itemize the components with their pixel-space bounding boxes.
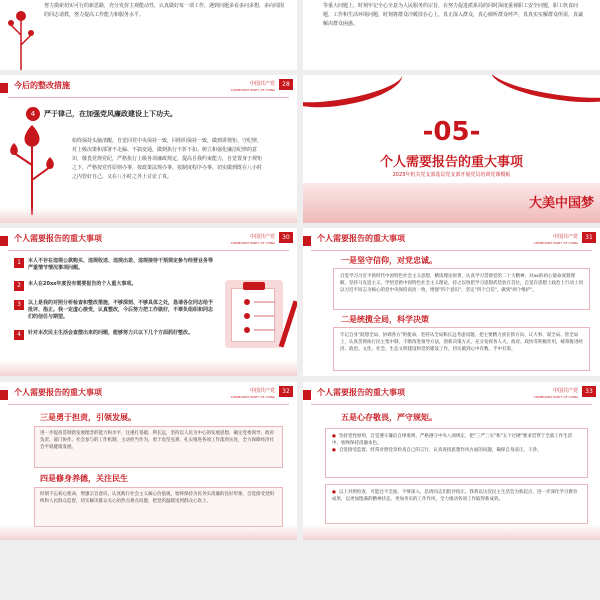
bottom-wave bbox=[0, 360, 297, 376]
party-name: 中国共产党 bbox=[249, 388, 275, 394]
slide-title: 个人需要报告的重大事项 bbox=[317, 388, 405, 397]
item-text: 以上是我的对照分析检查和整改措施，不够深刻、不够具体之处，恳请各位同志给予批评、指正。我一定虚心接受，认真整改，今后努力把工作做好，不辜负组织和同志们的信任与期望。 bbox=[28, 300, 214, 320]
slide-chapter[interactable] bbox=[303, 75, 600, 223]
pen-icon bbox=[279, 300, 297, 347]
chapter-title: 个人需要报告的重大事项 bbox=[379, 155, 523, 170]
header-accent-bar bbox=[0, 236, 8, 246]
section-box bbox=[34, 426, 283, 468]
calligraphy-logo: 大美中国梦 bbox=[528, 196, 594, 211]
header-accent-bar bbox=[303, 236, 311, 246]
body-text: 努力摸索切实可行的新思路，充分发挥主观能动性，认真做好每一项工作，遇到问题多看多问多想，多向周围的同志请教，努力提高工作能力和服务水平。 bbox=[44, 3, 285, 18]
slide-title: 今后的整改措施 bbox=[14, 81, 70, 90]
bottom-wave bbox=[0, 524, 297, 540]
page-number: 28 bbox=[279, 79, 293, 90]
page-number: 31 bbox=[582, 232, 596, 243]
chapter-number: -05- bbox=[422, 117, 481, 147]
clipboard-clip bbox=[243, 282, 265, 290]
red-swoosh-decoration bbox=[303, 75, 406, 115]
party-label bbox=[231, 234, 275, 246]
header-accent-bar bbox=[0, 390, 8, 400]
party-name: 中国共产党 bbox=[249, 234, 275, 240]
section-heading: 四是修身养德，关注民生 bbox=[40, 473, 128, 483]
list-item bbox=[14, 330, 214, 340]
slide-header bbox=[303, 228, 600, 250]
bullet-box bbox=[325, 428, 588, 478]
party-name: 中国共产党 bbox=[552, 388, 578, 394]
party-label bbox=[534, 388, 578, 400]
party-label bbox=[534, 234, 578, 246]
section-text: 牢记自身"既想全局、协调各方"的使命，坚持从全局和长远考虑问题，把主要精力放在抓方向、议大事、谋全局、管全局上，认真贯彻执行民主集中制，不断改进领导方法，创新决策方式，充分发挥各人大、政府、政协等积极作用，统筹推进经济、政治、文化、社会、生态文明建设和党的建设工作，切实做到心中有数、手中有策。 bbox=[340, 333, 583, 352]
slide-rectify[interactable] bbox=[0, 75, 297, 223]
header-divider bbox=[8, 404, 289, 405]
slide-header bbox=[303, 382, 600, 404]
header-divider bbox=[311, 404, 592, 405]
party-label bbox=[231, 81, 275, 93]
report-list bbox=[14, 258, 214, 349]
check-icon bbox=[244, 313, 250, 319]
bottom-wave bbox=[0, 207, 297, 223]
header-divider bbox=[8, 250, 289, 251]
measure-number-badge: 4 bbox=[26, 107, 40, 121]
measure-item bbox=[26, 107, 177, 121]
line-decoration bbox=[254, 315, 276, 317]
section-box bbox=[333, 327, 590, 371]
slide-header bbox=[0, 75, 297, 97]
section-heading: 二是统揽全局，科学决策 bbox=[341, 314, 429, 324]
flower-decoration bbox=[6, 0, 36, 70]
slide-title: 个人需要报告的重大事项 bbox=[14, 388, 102, 397]
slide-title: 个人需要报告的重大事项 bbox=[14, 234, 102, 243]
list-item bbox=[14, 300, 214, 321]
list-item bbox=[14, 281, 214, 291]
header-accent-bar bbox=[303, 390, 311, 400]
slide-courage[interactable] bbox=[0, 382, 297, 540]
bullet-item: ● 坚持党性原则，自觉遵守廉洁自律准则，严格遵守中央八项规定，把"三严三实"和"五个过硬"要求贯穿于全部工作生活中，始终保持清廉本色。 bbox=[332, 433, 581, 447]
bullet-item: ● 以上对照检查，可能还不全面，不够深入，恳请同志们批评指正。我将以这次民主生活会为新起点，进一步深化学习教育成果，以更加饱满的精神状态、更加务实的工作作风，全力推动各项工作取得新成效。 bbox=[332, 489, 581, 503]
slide-top-right[interactable] bbox=[303, 0, 600, 70]
body-text: 等重大问题上，时刻牢记全心全意为人民服务的宗旨，在努力促进派系局的同时深度重视职工安全问题，职工伙食问题，工作和生活环境问题，时刻将群众冷暖放在心上，真正深入群众，真心倾听群众呼声，真真实实解群众所需，真诚解决群众困惑。 bbox=[323, 3, 584, 27]
party-name-en: COMMUNIST PARTY OF CHINA bbox=[533, 395, 578, 399]
party-name-en: COMMUNIST PARTY OF CHINA bbox=[230, 395, 275, 399]
clipboard-illustration bbox=[225, 280, 283, 348]
party-name-en: COMMUNIST PARTY OF CHINA bbox=[533, 241, 578, 245]
chapter-subtitle: 2023年机关党支部基层党支部开展党员培训党课模板 bbox=[392, 172, 511, 178]
party-name: 中国共产党 bbox=[249, 81, 275, 87]
item-number: 2 bbox=[14, 281, 24, 291]
flower-decoration bbox=[2, 115, 62, 215]
section-box bbox=[34, 487, 283, 527]
slide-report-list[interactable] bbox=[0, 228, 297, 376]
slide-header bbox=[0, 382, 297, 404]
section-box bbox=[333, 268, 590, 310]
slide-top-left[interactable] bbox=[0, 0, 297, 70]
header-divider bbox=[311, 250, 592, 251]
item-text: 针对本次民主生活会查摆出来的问题，能够努力只以下几个方面抓好整改。 bbox=[28, 330, 194, 336]
party-name: 中国共产党 bbox=[552, 234, 578, 240]
party-name-en: COMMUNIST PARTY OF CHINA bbox=[230, 241, 275, 245]
section-heading: 一是坚守信仰，对党忠诚。 bbox=[341, 255, 437, 265]
item-text: 本人不存在违规公款购买、违规收送、违规出差、违规接待干预规定参与经营业务等严重情节情况事项问题。 bbox=[28, 258, 214, 271]
section-heading: 五是心存敬畏，严守规矩。 bbox=[341, 412, 437, 422]
section-text: 进一步提高贯彻新发展理念的能力和水平，注重打基础、利长远，坚持以人民为中心的发展思想，确定党委领导、政府负责、部门协作、社会参与的工作机制，主动担当作为，勇于攻坚克难，扎实推进各项工作落到实处，全力保障经济社会平稳健康发展。 bbox=[40, 431, 274, 450]
measure-heading: 严于律己，在加强党风廉政建设上下功夫。 bbox=[44, 110, 177, 118]
item-text: 本人在20xx年度没有需要报告的个人重大事项。 bbox=[28, 281, 137, 287]
item-number: 1 bbox=[14, 258, 24, 268]
section-text: 自觉学习习近平新时代中国特色社会主义思想，精读理论原著，认真学习贯彻党的二十大精神，对xx的初心使命深刻理解，坚持马克思主义、学悟党新中国特色社会主义理论，持之以恒把学习思想武装放在首位，自觉在思想上政治上行动上同以习近平同志为核心的党中央保持高度一致，增强"四个意识"，坚定"四个自信"，做到"两个维护"。 bbox=[340, 274, 583, 293]
bottom-wave bbox=[303, 524, 600, 540]
check-icon bbox=[244, 299, 250, 305]
section-text: 时刻不忘初心使命，增强宗旨意识，认真践行社会主义核心价值观，始终保持为民务实清廉的良好形象，自觉接受党组织和人民群众监督，切实解决群众关心的热点难点问题，把党的温暖送到群众心坎上。 bbox=[40, 492, 274, 504]
bullet-box bbox=[325, 484, 588, 524]
item-number: 4 bbox=[14, 330, 24, 340]
list-item bbox=[14, 258, 214, 272]
bullet-item: ● 自觉接受监督，经常对照党章检查自己的言行，认真查找思想作风方面的问题，确保自身清正、干净。 bbox=[332, 447, 581, 454]
slide-heart[interactable] bbox=[303, 382, 600, 540]
slide-title: 个人需要报告的重大事项 bbox=[317, 234, 405, 243]
header-accent-bar bbox=[0, 83, 8, 93]
party-name-en: COMMUNIST PARTY OF CHINA bbox=[230, 88, 275, 92]
page-number: 33 bbox=[582, 386, 596, 397]
clipboard-paper bbox=[231, 288, 275, 342]
slide-loyal[interactable] bbox=[303, 228, 600, 376]
measure-body: 始终保持头脑清醒，自觉同党中央保持一致，同组织保持一致，做到讲规矩、守纪律，对上级决策和部署不走偏、不搞变通，做到执行不折不扣。树立和强化廉洁纪律的意识，敬畏党规党纪，严格执行上级各项廉政规定，提高自我约束能力，自觉置身于规矩之下，严格按党性原则办事，按政策法规办事，按制度程序办事，切实做到既在八小时之内管好自己、又在八小时之外上讨论了真。 bbox=[72, 138, 263, 180]
red-swoosh-decoration bbox=[488, 75, 600, 110]
page-number: 30 bbox=[279, 232, 293, 243]
section-heading: 三是勇于担责，引领发展。 bbox=[40, 412, 136, 422]
party-label bbox=[231, 388, 275, 400]
check-icon bbox=[244, 327, 250, 333]
slide-header bbox=[0, 228, 297, 250]
page-number: 32 bbox=[279, 386, 293, 397]
line-decoration bbox=[254, 329, 276, 331]
header-divider bbox=[8, 97, 289, 98]
line-decoration bbox=[254, 301, 276, 303]
item-number: 3 bbox=[14, 300, 24, 310]
